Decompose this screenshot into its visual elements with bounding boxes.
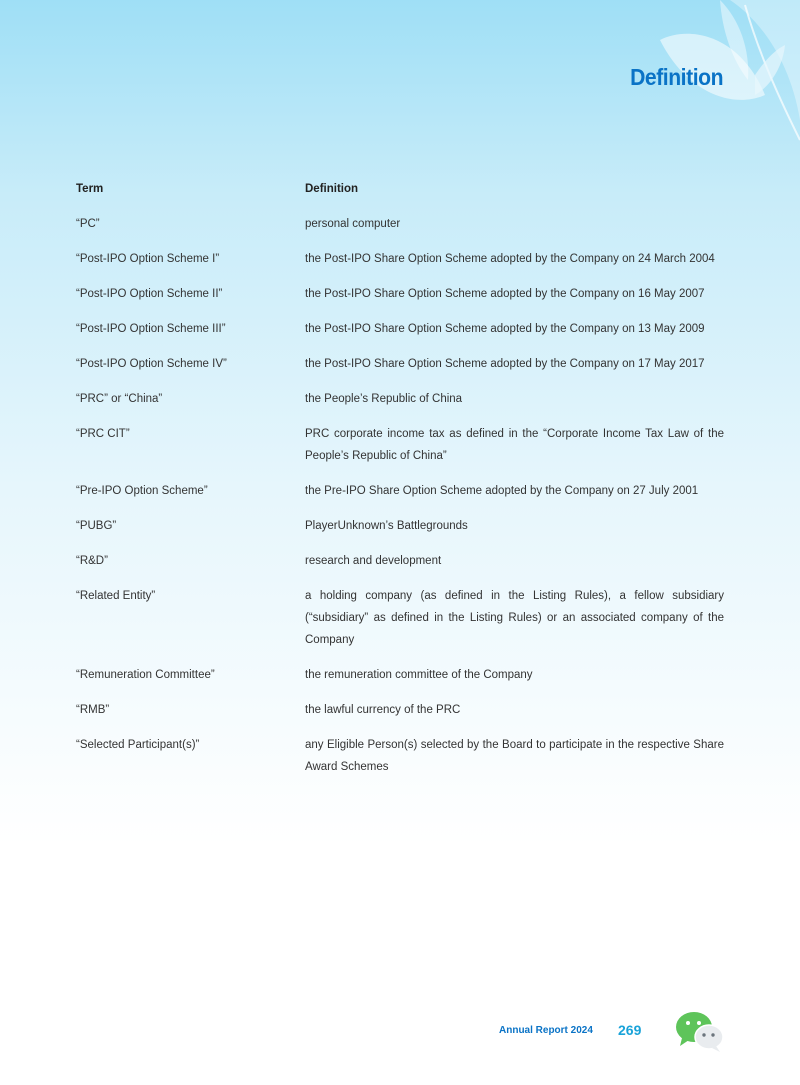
term-cell: “PRC CIT” xyxy=(76,428,130,440)
table-row xyxy=(76,664,724,686)
definition-cell: PRC corporate income tax as defined in the “Corporate Income Tax Law of the People’s Republic of China” xyxy=(305,428,724,462)
table-row xyxy=(76,248,724,270)
definition-cell: PlayerUnknown’s Battlegrounds xyxy=(305,520,468,532)
table-header-row xyxy=(76,178,724,200)
term-cell: “Post-IPO Option Scheme I” xyxy=(76,253,220,265)
table-row xyxy=(76,423,724,467)
definition-cell: the remuneration committee of the Company xyxy=(305,669,533,681)
definition-cell: any Eligible Person(s) selected by the Board to participate in the respective Share Award Schemes xyxy=(305,739,724,773)
page-number: 269 xyxy=(618,1022,642,1038)
table-row xyxy=(76,550,724,572)
page-title: Definition xyxy=(630,64,723,90)
table-row xyxy=(76,515,724,537)
table-row xyxy=(76,699,724,721)
report-label: Annual Report 2024 xyxy=(499,1025,593,1036)
term-cell: “Post-IPO Option Scheme III” xyxy=(76,323,226,335)
definition-cell: the People’s Republic of China xyxy=(305,393,463,405)
definition-cell: the Post-IPO Share Option Scheme adopted by the Company on 13 May 2009 xyxy=(305,323,705,335)
table-row xyxy=(76,388,724,410)
term-cell: “PC” xyxy=(76,218,100,230)
definition-cell: research and development xyxy=(305,555,442,567)
table-row xyxy=(76,734,724,778)
table-row xyxy=(76,480,724,502)
definition-cell: personal computer xyxy=(305,218,401,230)
term-cell: “Selected Participant(s)” xyxy=(76,739,200,751)
wechat-logo-icon xyxy=(672,1008,728,1054)
term-cell: “Remuneration Committee” xyxy=(76,669,215,681)
table-row xyxy=(76,585,724,651)
definition-cell: the Post-IPO Share Option Scheme adopted by the Company on 16 May 2007 xyxy=(305,288,705,300)
definition-table xyxy=(76,178,724,791)
definition-cell: a holding company (as defined in the Listing Rules), a fellow subsidiary (“subsidiary” as defined in the Listing Rules) or an associated company of the Company xyxy=(305,590,724,646)
table-row xyxy=(76,283,724,305)
table-row xyxy=(76,353,724,375)
term-cell: “PRC” or “China” xyxy=(76,393,163,405)
definition-cell: the lawful currency of the PRC xyxy=(305,704,461,716)
term-cell: “Related Entity” xyxy=(76,590,156,602)
table-row xyxy=(76,318,724,340)
column-header-term: Term xyxy=(76,183,104,195)
definition-cell: the Pre-IPO Share Option Scheme adopted by the Company on 27 July 2001 xyxy=(305,485,699,497)
definition-cell: the Post-IPO Share Option Scheme adopted by the Company on 24 March 2004 xyxy=(305,253,715,265)
term-cell: “Post-IPO Option Scheme II” xyxy=(76,288,223,300)
term-cell: “RMB” xyxy=(76,704,110,716)
term-cell: “R&D” xyxy=(76,555,108,567)
column-header-definition: Definition xyxy=(305,183,359,195)
definition-cell: the Post-IPO Share Option Scheme adopted by the Company on 17 May 2017 xyxy=(305,358,705,370)
term-cell: “Pre-IPO Option Scheme” xyxy=(76,485,208,497)
table-row xyxy=(76,213,724,235)
term-cell: “Post-IPO Option Scheme IV” xyxy=(76,358,227,370)
term-cell: “PUBG” xyxy=(76,520,117,532)
